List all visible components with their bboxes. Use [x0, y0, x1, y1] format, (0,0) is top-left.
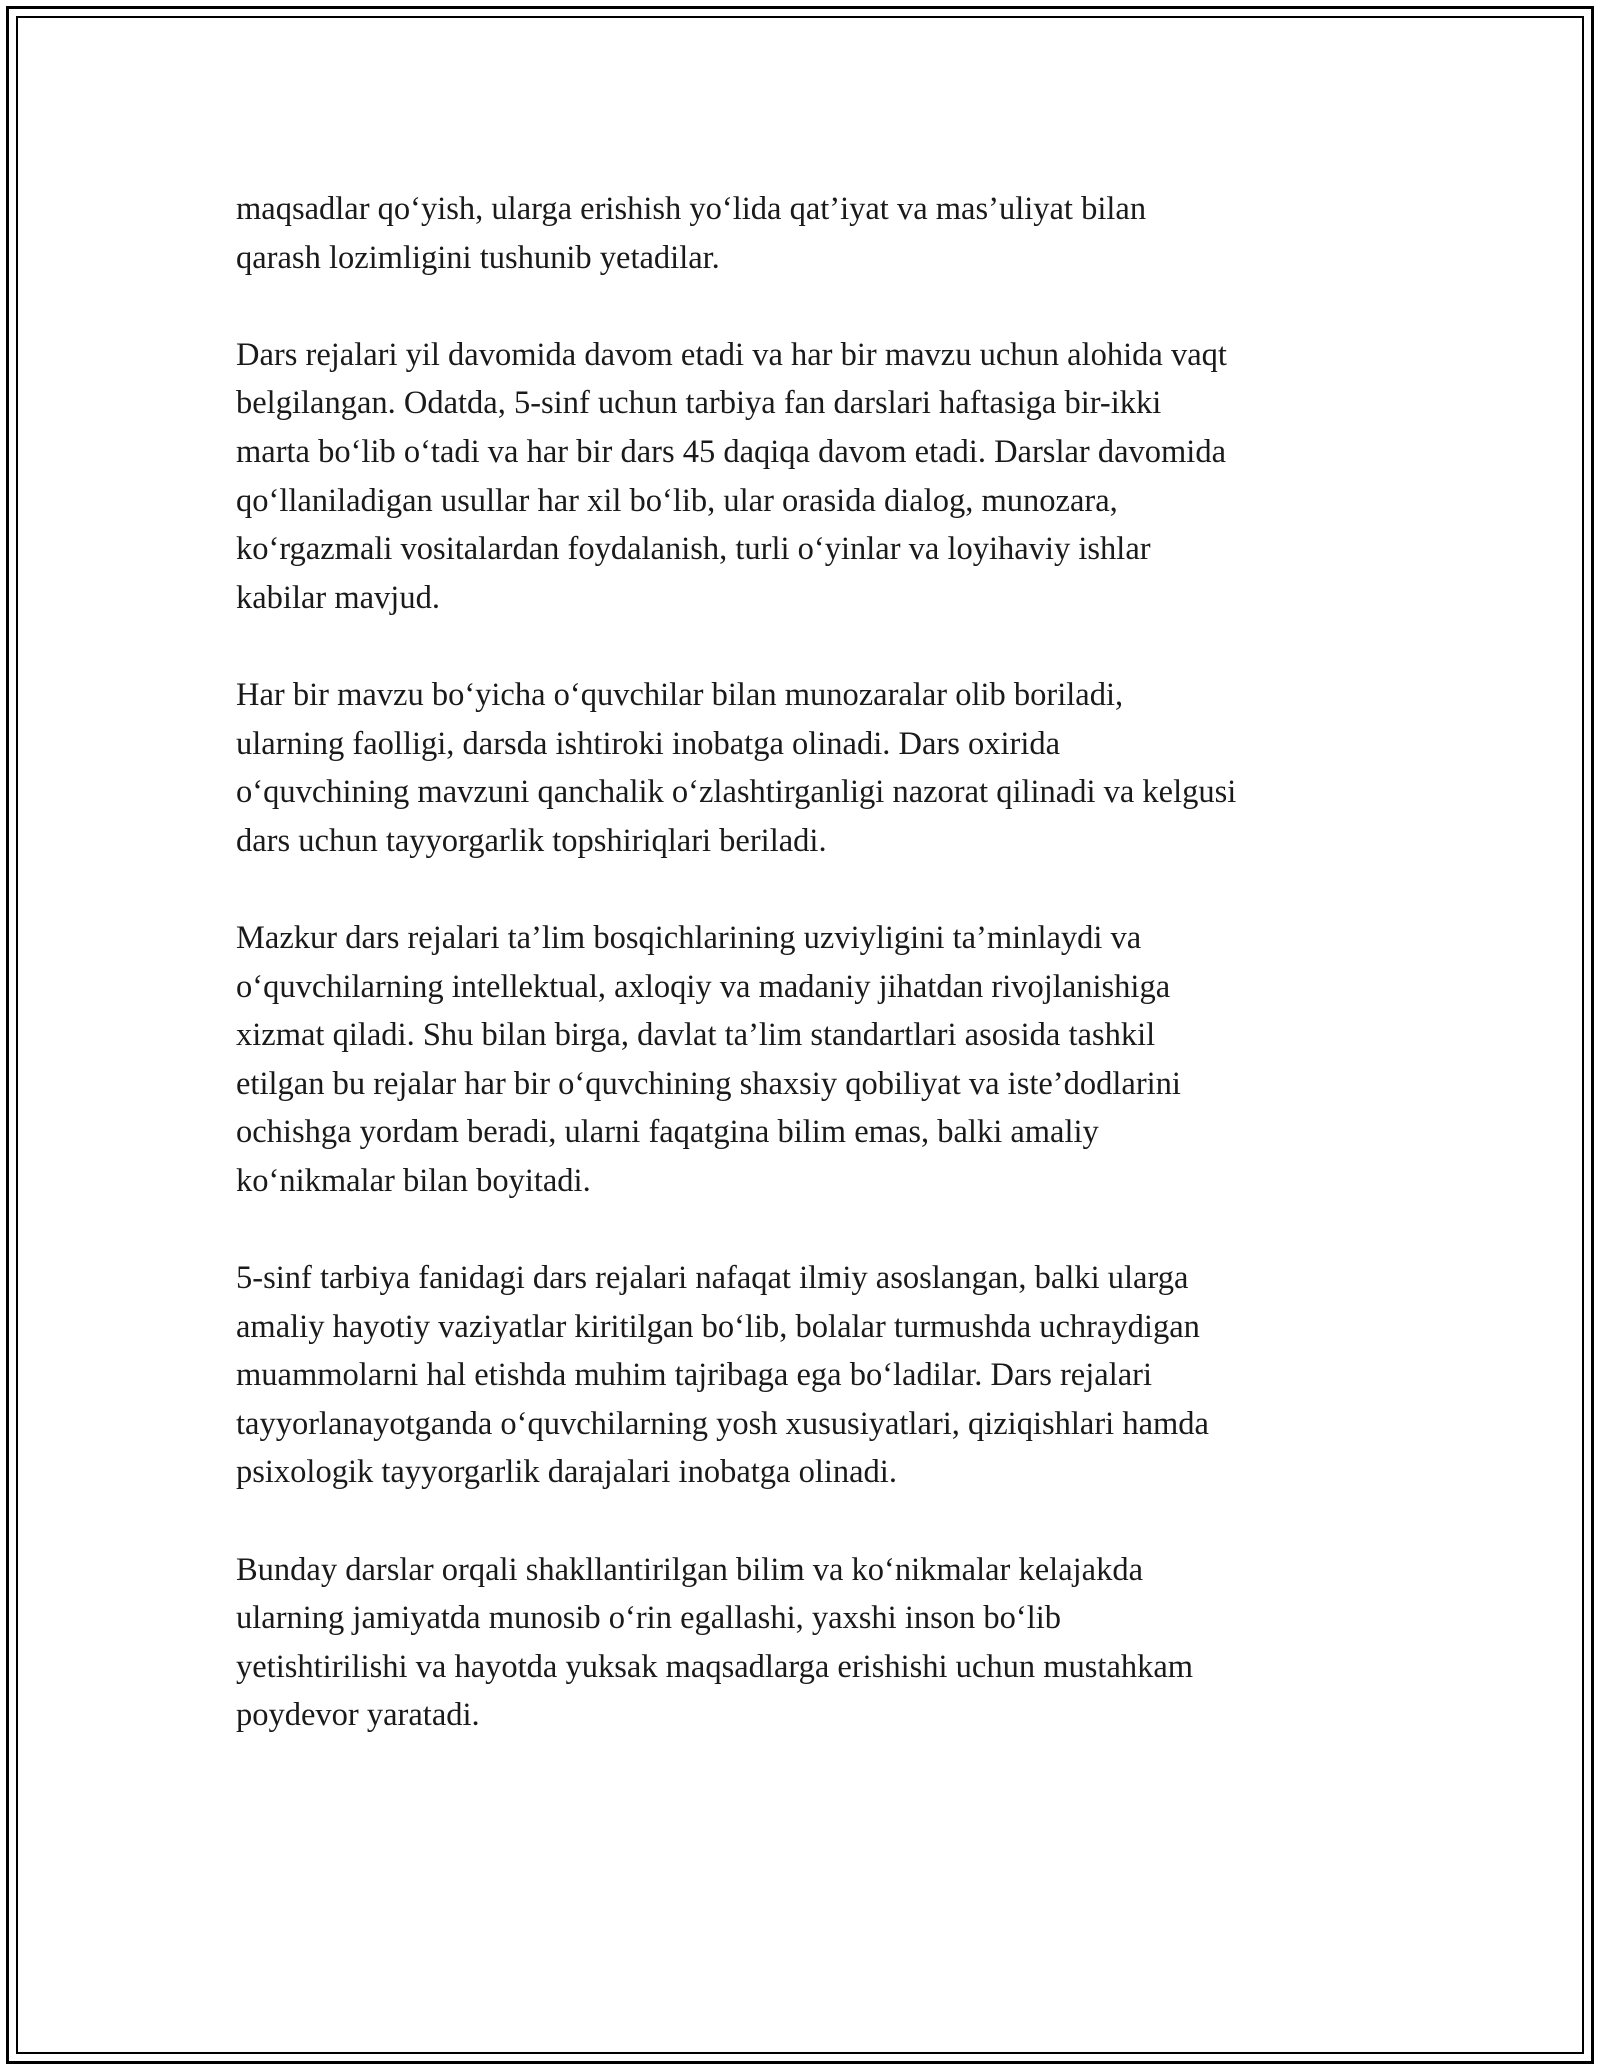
paragraph-1: maqsadlar qo‘yish, ularga erishish yo‘lida qat’iyat va mas’uliyat bilan qarash lozimligini tushunib yetadilar. [236, 191, 1147, 276]
paragraph-6: Bunday darslar orqali shakllantirilgan bilim va ko‘nikmalar kelajakda ularning jamiyatda munosib o‘rin egallashi, yaxshi inson bo‘lib yetishtirilishi va hayotda yuksak maqsadlarga erishishi uchun mustahkam poydevor yaratadi. [236, 1551, 1194, 1734]
paragraph-2: Dars rejalari yil davomida davom etadi va har bir mavzu uchun alohida vaqt belgilangan. Odatda, 5-sinf uchun tarbiya fan darslari haftasiga bir-ikki marta bo‘lib o‘tadi va har bir dars 45 daqiqa davom etadi. Darslar davomida qo‘llaniladigan usullar har xil bo‘lib, ular orasida dialog, munozara, ko‘rgazmali vositalardan foydalanish, turli o‘yinlar va loyihaviy ishlar kabilar mavjud. [236, 336, 1227, 616]
paragraph-5: 5-sinf tarbiya fanidagi dars rejalari nafaqat ilmiy asoslangan, balki ularga amaliy hayotiy vaziyatlar kiritilgan bo‘lib, bolalar turmushda uchraydigan muammolarni hal etishda muhim tajribaga ega bo‘ladilar. Dars rejalari tayyorlanayotganda o‘quvchilarning yosh xususiyatlari, qiziqishlari hamda psixologik tayyorgarlik darajalari inobatga olinadi. [236, 1260, 1209, 1491]
document-body [236, 185, 1386, 1789]
paragraph-4: Mazkur dars rejalari ta’lim bosqichlarining uzviyligini ta’minlaydi va o‘quvchilarning intellektual, axloqiy va madaniy jihatdan rivojlanishiga xizmat qiladi. Shu bilan birga, davlat ta’lim standartlari asosida tashkil etilgan bu rejalar har bir o‘quvchining shaxsiy qobiliyat va iste’dodlarini ochishga yordam beradi, ularni faqatgina bilim emas, balki amaliy ko‘nikmalar bilan boyitadi. [236, 919, 1181, 1199]
paragraph-3: Har bir mavzu bo‘yicha o‘quvchilar bilan munozaralar olib boriladi, ularning faolligi, darsda ishtiroki inobatga olinadi. Dars oxirida o‘quvchining mavzuni qanchalik o‘zlashtirganligi nazorat qilinadi va kelgusi dars uchun tayyorgarlik topshiriqlari beriladi. [236, 676, 1237, 859]
